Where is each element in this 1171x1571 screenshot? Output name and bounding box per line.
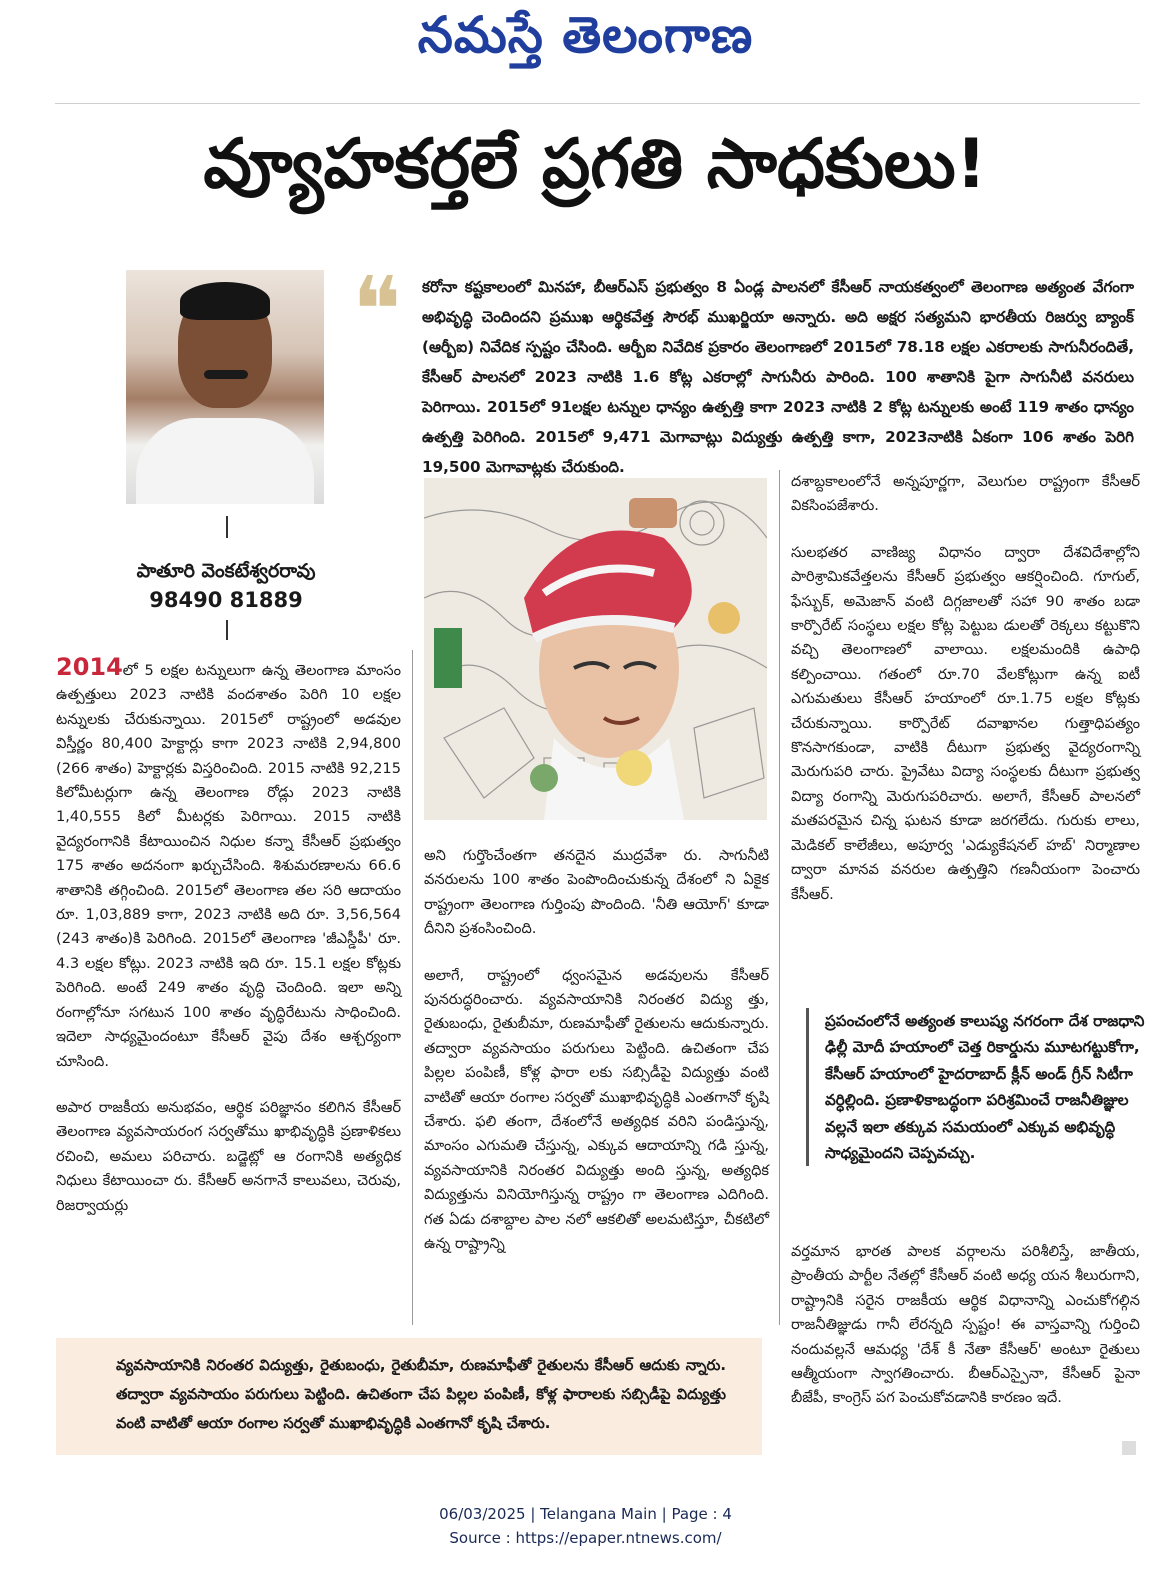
header-rule xyxy=(55,103,1140,104)
footer-source-line: Source : https://epaper.ntnews.com/ xyxy=(449,1529,722,1547)
column-divider xyxy=(779,470,780,1325)
article-headline: వ్యూహకర్తలే ప్రగతి సాధకులు! xyxy=(203,125,987,204)
column-3-paragraph-2: సులభతర వాణిజ్య విధానం ద్వారా దేశవిదేశాల్లోని పారిశ్రామికవేత్తలను కేసీఆర్ ప్రభుత్వం ఆకర్షించింది. గూగుల్, ఫేస్బుక్, అమెజాన్ వంటి దిగ్గజాలతో సహా 90 శాతం బడా కార్పొరేట్ సంస్థలు లక్షల కోట్ల పెట్టుబ డులతో రెక్కలు కట్టుకొని వచ్చి తెలంగాణలో వాలాయి. లక్షలమందికి ఉపాధి కల్పించాయి. గతంలో రూ.70 వేలకోట్లుగా ఉన్న ఐటీ ఎగుమతులు కేసీఆర్ హయాంలో రూ.1.75 లక్షల కోట్లకు చేరుకున్నాయి. కార్పొరేట్ దవాఖానల గుత్తాధిపత్యం కొనసాగకుండా, వాటికి దీటుగా ప్రభుత్వ వైద్యరంగాన్ని మెరుగుపరి చారు. ప్రైవేటు విద్యా సంస్థలకు దీటుగా ప్రభుత్వ విద్యా రంగాన్ని మెరుగుపరిచారు. అలాగే, కేసీఆర్ పాలనలో మతపరమైన చిన్న ఘటన కూడా జరగలేదు. గురుకు లాలు, మెడికల్ కాలేజీలు, అపూర్వ 'ఎడ్యుకేషనల్ హబ్' నిర్మాణాల ద్వారా మానవ వనరుల ఉత్పత్తిని గణనీయంగా పెంచారు కేసీఆర్. xyxy=(791,543,1140,903)
author-photo xyxy=(126,270,324,504)
column-2-paragraph-2: అలాగే, రాష్ట్రంలో ధ్వంసమైన అడవులను కేసీఆర్ పునరుద్ధరించారు. వ్యవసాయానికి నిరంతర విద్యు త్తు, రైతుబంధు, రైతుబీమా, రుణమాఫీతో రైతులను ఆదుకున్నారు. తద్వారా వ్యవసాయం పరుగులు పెట్టింది. ఉచితంగా చేప పిల్లల పంపిణీ, కోళ్ల ఫారా లకు సబ్సిడీపై విద్యుత్తు వంటి వాటితో ఆయా రంగాల సర్వతో ముఖాభివృద్ధికి ఎంతగానో కృషి చేశారు. ఫలి తంగా, దేశంలోనే అత్యధిక వరిని పండిస్తున్న, మాంసం ఎగుమతి చేస్తున్న, ఎక్కువ ఆదాయాన్ని గడి స్తున్న, వ్యవసాయానికి నిరంతర విద్యుత్తు అంది స్తున్న, అత్యధిక విద్యుత్తును వినియోగిస్తున్న రాష్ట్రం గా తెలంగాణ ఎదిగింది. గత ఏడు దశాబ్దాల పాల నలో ఆకలితో అలమటిస్తూ, చీకటిలో ఉన్న రాష్ట్రాన్ని xyxy=(424,966,769,1253)
intro-paragraph: కరోనా కష్టకాలంలో మినహా, బీఆర్ఎస్ ప్రభుత్వం 8 ఏండ్ల పాలనలో కేసీఆర్ నాయకత్వంలో తెలంగాణ అత్యంత వేగంగా అభివృద్ధి చెందిందని ప్రముఖ ఆర్థికవేత్త సౌరభ్ ముఖర్జియా అన్నారు. అది అక్షర సత్యమని భారతీయ రిజర్వు బ్యాంక్ (ఆర్బీఐ) నివేదిక స్పష్టం చేసింది. ఆర్బీఐ నివేదిక ప్రకారం తెలంగాణలో 2015లో 78.18 లక్షల ఎకరాలకు సాగునీరందితే, కేసీఆర్ పాలనలో 2023 నాటికి 1.6 కోట్ల ఎకరాల్లో సాగునీరు పారింది. 100 శాతానికి పైగా సాగునీటి వనరులు పెరిగాయి. 2015లో 91లక్షల టన్నుల ధాన్యం ఉత్పత్తి కాగా 2023 నాటికి 2 కోట్ల టన్నులకు అంటే 119 శాతం ధాన్యం ఉత్పత్తి పెరిగింది. 2015లో 9,471 మెగావాట్లు విద్యుత్తు ఉత్పత్తి కాగా, 2023నాటికి ఏకంగా 106 శాతం పెరిగి 19,500 మెగావాట్లకు చేరుకుంది. xyxy=(422,278,1134,476)
author-phone: 98490 81889 xyxy=(149,588,303,612)
column-divider xyxy=(412,650,413,1325)
column-2-paragraph-1: అని గుర్తొంచేంతగా తనదైన ముద్రవేశా రు. సాగునీటి వనరులను 100 శాతం పెంపొందించుకున్న దేశంలో ని ఏకైక రాష్ట్రంగా తెలంగాణ గుర్తింపు పొందింది. 'నీతి ఆయోగ్' కూడా దీనిని ప్రశంసించింది. xyxy=(424,847,769,938)
column-3-continued xyxy=(791,1240,1140,1433)
kcr-illustration xyxy=(424,478,767,820)
column-2 xyxy=(424,844,769,1279)
column-3-paragraph-1: దశాబ్దకాలంలోనే అన్నపూర్ణగా, వెలుగుల రాష్ట్రంగా కేసీఆర్ వికసింపజేశారు. xyxy=(791,473,1140,515)
pull-quote-text: వ్యవసాయానికి నిరంతర విద్యుత్తు, రైతుబంధు, రైతుబీమా, రుణమాఫీతో రైతులను కేసీఆర్ ఆదుకు న్నారు. తద్వారా వ్యవసాయం పరుగులు పెట్టింది. ఉచితంగా చేప పిల్లల పంపిణీ, కోళ్ల ఫారాలకు సబ్సిడీపై విద్యుత్తు వంటి వాటితో ఆయా రంగాల సర్వతో ముఖాభివృద్ధికి ఎంతగానో కృషి చేశారు. xyxy=(116,1357,726,1432)
quote-mark-icon: ❝ xyxy=(352,257,402,364)
callout-quote: ప్రపంచంలోనే అత్యంత కాలుష్య నగరంగా దేశ రాజధాని ఢిల్లీ మోదీ హయాంలో చెత్త రికార్డును మూటగట్టుకోగా, కేసీఆర్ హయాంలో హైదరాబాద్ క్లీన్ అండ్ గ్రీన్ సిటీగా వర్ధిల్లింది. ప్రణాళికాబద్ధంగా పరిశ్రమించే రాజనీతిజ్ఞుల వల్లనే ఇలా తక్కువ సమయంలో ఎక్కువ అభివృద్ధి సాధ్యమైందని చెప్పవచ్చు. xyxy=(806,1008,1155,1166)
author-name: పాతూరి వెంకటేశ్వరరావు xyxy=(136,560,316,582)
column-3 xyxy=(791,470,1140,929)
column-3-paragraph-3: వర్తమాన భారత పాలక వర్గాలను పరిశీలిస్తే, జాతీయ, ప్రాంతీయ పార్టీల నేతల్లో కేసీఆర్ వంటి అధ్య యన శీలురుగాని, రాష్ట్రానికి సరైన రాజకీయ ఆర్థిక విధానాన్ని ఎంచుకోగల్గిన రాజనీతిజ్ఞుడు గానీ లేరన్నది స్పష్టం! ఈ వాస్తవాన్ని గుర్తించి నందువల్లనే ఆమధ్య 'దేశ్ కీ నేతా కేసీఆర్' అంటూ రైతులు ఆత్మీయంగా స్వాగతించారు. బీఆర్ఎస్పైనా, కేసీఆర్ పైనా బీజేపీ, కాంగ్రెస్ పగ పెంచుకోవడానికి కారణం ఇదే. xyxy=(791,1243,1140,1407)
author-rule-top xyxy=(226,516,228,538)
drop-year: 2014 xyxy=(56,653,123,681)
footer-date-line: 06/03/2025 | Telangana Main | Page : 4 xyxy=(439,1505,732,1523)
column-1-paragraph-1: 2014లో 5 లక్షల టన్నులుగా ఉన్న తెలంగాణ మాంసం ఉత్పత్తులు 2023 నాటికి వందశాతం పెరిగి 10 లక్షల టన్నులకు చేరుకున్నాయి. 2015లో రాష్ట్రంలో అడవుల విస్తీర్ణం 80,400 హెక్టార్లు కాగా 2023 నాటికి 2,94,800 (266 శాతం) హెక్టార్లకు విస్తరించింది. 2015 నాటికి 92,215 కిలోమీటర్లుగా ఉన్న తెలంగాణ రోడ్లు 2023 నాటికి 1,40,555 కిలో మీటర్లకు పెరిగాయి. 2015 నాటికి వైద్యరంగానికి కేటాయించిన నిధుల కన్నా కేసీఆర్ ప్రభుత్వం 175 శాతం అదనంగా ఖర్చుచేసింది. శిశుమరణాలను 66.6 శాతానికి తగ్గించింది. 2015లో తెలంగాణ తల సరి ఆదాయం రూ. 1,03,889 కాగా, 2023 నాటికి అది రూ. 3,56,564 (243 శాతం)కి పెరిగింది. 2015లో తెలంగాణ 'జీఎస్డీపీ' రూ. 4.3 లక్షల కోట్లు. 2023 నాటికి ఇది రూ. 15.1 లక్షల కోట్లకు పెరిగింది. అంటే 249 శాతం వృద్ధి చెందింది. ఇలా అన్ని రంగాల్లోనూ సగటున 100 శాతం వృద్ధిరేటును సాధించింది. ఇదెలా సాధ్యమైందంటూ కేసీఆర్ వైపు దేశం ఆశ్చర్యంగా చూసింది. xyxy=(56,653,401,1070)
column-1 xyxy=(56,655,401,1240)
end-marker xyxy=(1122,1441,1136,1455)
masthead-logo: నమస్తే తెలంగాణ xyxy=(417,6,754,64)
column-1-paragraph-2: అపార రాజకీయ అనుభవం, ఆర్థిక పరిజ్ఞానం కలిగిన కేసీఆర్ తెలంగాణ వ్యవసాయరంగ సర్వతోము ఖాభివృద్ధికి ప్రణాళికలు రచించి, అమలు పరిచారు. బడ్జెట్లో ఆ రంగానికి అత్యధిక నిధులు కేటాయించా రు. కేసీఆర్ అనగానే కాలువలు, చెరువు, రిజర్వాయర్లు xyxy=(56,1098,401,1214)
author-rule-bottom xyxy=(226,620,228,640)
